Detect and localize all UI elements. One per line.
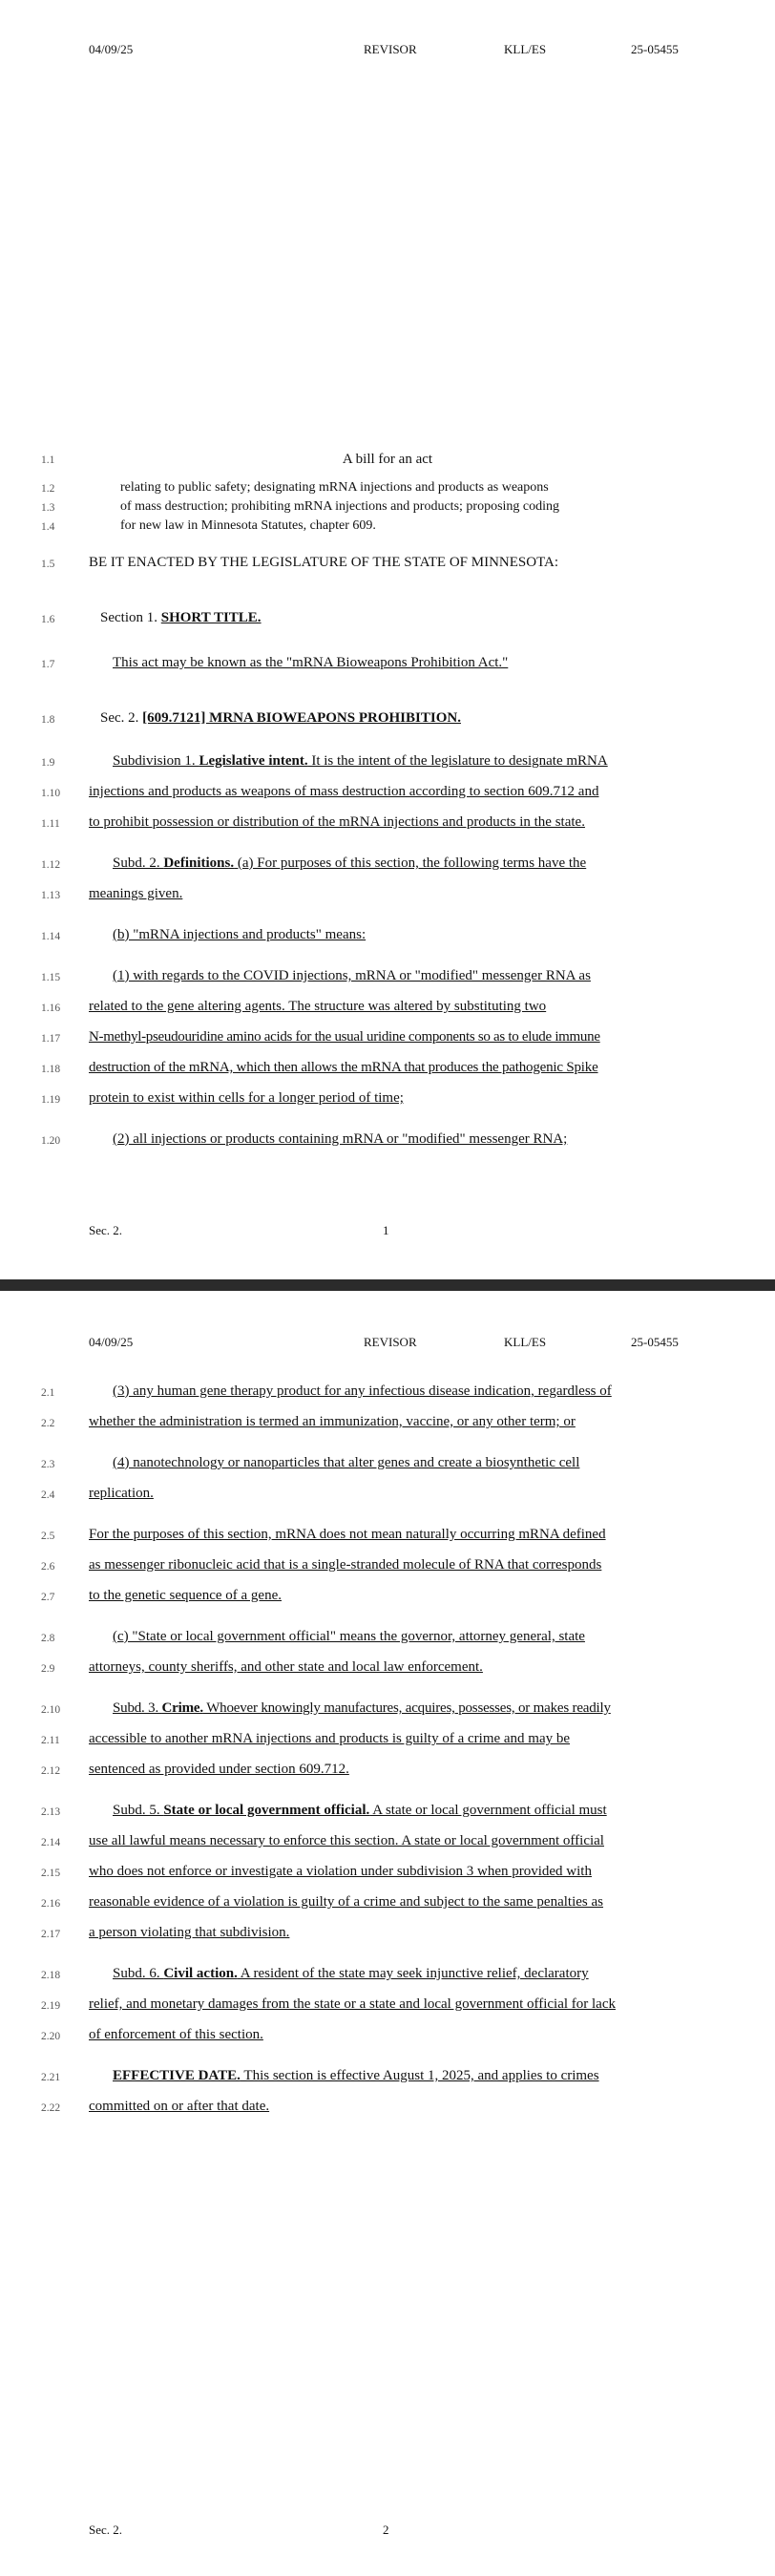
- line-number: 2.18: [41, 1970, 61, 1981]
- subd-text: A resident of the state may seek injunctive relief, declaratory: [237, 1966, 589, 1981]
- line-number: 2.11: [41, 1735, 60, 1746]
- bill-text-line: injections and products as weapons of mass destruction according to section 609.712 and: [89, 784, 599, 799]
- section-title: SHORT TITLE.: [160, 610, 262, 625]
- bill-text-line: [113, 754, 608, 769]
- bill-description-line: relating to public safety; designating mRNA injections and products as weapons: [120, 480, 549, 495]
- header-office: REVISOR: [364, 1335, 417, 1349]
- line-number: 1.20: [41, 1135, 61, 1147]
- line-number: 2.10: [41, 1704, 61, 1716]
- bill-text-line: protein to exist within cells for a longer period of time;: [89, 1090, 404, 1106]
- header-date: 04/09/25: [89, 42, 134, 56]
- bill-text-line: [113, 1804, 607, 1818]
- bill-text-line: (3) any human gene therapy product for any infectious disease indication, regardless of: [113, 1383, 612, 1399]
- line-number: 2.20: [41, 2031, 61, 2042]
- subd-text: A state or local government official must: [369, 1803, 607, 1818]
- bill-text-line: meanings given.: [89, 886, 183, 901]
- page-separator: [0, 1279, 775, 1291]
- section-label: Sec. 2.: [100, 710, 143, 726]
- bill-text-line: N-methyl-pseudouridine amino acids for the usual uridine components so as to elude immune: [89, 1029, 600, 1045]
- header-number: 25-05455: [631, 1335, 679, 1349]
- page-number: 2: [383, 2523, 389, 2537]
- bill-text-line: a person violating that subdivision.: [89, 1925, 290, 1940]
- line-number: 2.16: [41, 1898, 61, 1910]
- bill-description-line: for new law in Minnesota Statutes, chapter 609.: [120, 518, 376, 533]
- subd-text: Whoever knowingly manufactures, acquires, possesses, or makes readily: [202, 1700, 611, 1716]
- line-number: 2.15: [41, 1868, 61, 1879]
- header-office: REVISOR: [364, 42, 417, 56]
- bill-text-line: as messenger ribonucleic acid that is a single-stranded molecule of RNA that corresponds: [89, 1557, 602, 1573]
- line-number: 2.17: [41, 1929, 61, 1940]
- subd-title: Definitions.: [163, 855, 235, 871]
- section-2-heading: [100, 711, 461, 726]
- line-number: 1.12: [41, 859, 61, 871]
- section-title: [609.7121] MRNA BIOWEAPONS PROHIBITION.: [142, 710, 461, 726]
- line-number: 2.5: [41, 1531, 55, 1542]
- bill-text-line: (1) with regards to the COVID injections, mRNA or "modified" messenger RNA as: [113, 968, 591, 983]
- bill-text-line: (b) "mRNA injections and products" means:: [113, 927, 367, 942]
- line-number: 2.21: [41, 2072, 61, 2083]
- subd-label: Subdivision 1.: [113, 753, 199, 769]
- subd-text: It is the intent of the legislature to designate mRNA: [307, 753, 608, 769]
- header-date: 04/09/25: [89, 1335, 134, 1349]
- line-number: 1.4: [41, 521, 55, 533]
- subd-label: Subd. 2.: [113, 855, 164, 871]
- subd-label: Subd. 6.: [113, 1966, 164, 1981]
- bill-description-line: of mass destruction; prohibiting mRNA injections and products; proposing coding: [120, 499, 560, 514]
- line-number: 1.8: [41, 714, 55, 726]
- bill-text-line: of enforcement of this section.: [89, 2027, 263, 2042]
- line-number: 1.7: [41, 659, 55, 670]
- line-number: 2.6: [41, 1561, 55, 1573]
- line-number: 2.7: [41, 1592, 55, 1603]
- bill-text-line: [113, 1967, 589, 1981]
- subd-title: Legislative intent.: [199, 753, 308, 769]
- line-number: 1.14: [41, 931, 61, 942]
- bill-text-line: (2) all injections or products containing mRNA or "modified" messenger RNA;: [113, 1131, 568, 1147]
- footer-section: Sec. 2.: [89, 1223, 123, 1237]
- subd-text: (a) For purposes of this section, the following terms have the: [234, 855, 587, 871]
- bill-text-line: use all lawful means necessary to enforce this section. A state or local government official: [89, 1833, 604, 1848]
- bill-text-line: relief, and monetary damages from the state or a state and local government official for lack: [89, 1996, 616, 2012]
- bill-text-line: sentenced as provided under section 609.712.: [89, 1762, 349, 1777]
- bill-text-line: (c) "State or local government official" means the governor, attorney general, state: [113, 1629, 585, 1644]
- bill-text-line: accessible to another mRNA injections and products is guilty of a crime and may be: [89, 1731, 571, 1746]
- bill-text-line: whether the administration is termed an immunization, vaccine, or any other term; or: [89, 1414, 576, 1429]
- line-number: 2.8: [41, 1633, 55, 1644]
- line-number: 1.10: [41, 788, 61, 799]
- line-number: 1.18: [41, 1064, 61, 1075]
- line-number: 2.22: [41, 2102, 61, 2114]
- bill-text-line: [113, 856, 586, 871]
- header-initials: KLL/ES: [504, 42, 547, 56]
- subd-title: Civil action.: [163, 1966, 238, 1981]
- line-number: 1.6: [41, 614, 55, 625]
- section-1-heading: [100, 611, 262, 625]
- subd-title: Crime.: [161, 1700, 203, 1716]
- section-label: Section 1.: [100, 610, 161, 625]
- line-number: 1.3: [41, 502, 55, 514]
- line-number: 2.14: [41, 1837, 61, 1848]
- bill-text-line: committed on or after that date.: [89, 2099, 270, 2114]
- footer-section: Sec. 2.: [89, 2523, 123, 2537]
- page-number: 1: [383, 1223, 389, 1237]
- bill-text-line: For the purposes of this section, mRNA does not mean naturally occurring mRNA defined: [89, 1527, 606, 1542]
- line-number: 2.12: [41, 1765, 61, 1777]
- line-number: 1.5: [41, 559, 55, 570]
- bill-text-line: destruction of the mRNA, which then allows the mRNA that produces the pathogenic Spike: [89, 1060, 598, 1075]
- enacting-clause: BE IT ENACTED BY THE LEGISLATURE OF THE STATE OF MINNESOTA:: [89, 555, 559, 570]
- line-number: 1.19: [41, 1094, 61, 1106]
- header-number: 25-05455: [631, 42, 679, 56]
- line-number: 1.17: [41, 1033, 61, 1045]
- line-number: 1.15: [41, 972, 61, 983]
- effective-date-line: [113, 2069, 599, 2083]
- subd-label: Subd. 3.: [113, 1700, 162, 1716]
- line-number: 1.16: [41, 1003, 61, 1014]
- line-number: 2.4: [41, 1489, 55, 1501]
- document-page-2: [0, 1291, 775, 2576]
- header-initials: KLL/ES: [504, 1335, 547, 1349]
- bill-text-line: who does not enforce or investigate a violation under subdivision 3 when provided with: [89, 1864, 592, 1879]
- document-page-1: [0, 0, 775, 1279]
- line-number: 2.13: [41, 1806, 61, 1818]
- bill-text-line: attorneys, county sheriffs, and other state and local law enforcement.: [89, 1659, 483, 1675]
- bill-title: A bill for an act: [342, 452, 433, 467]
- effective-date-text: This section is effective August 1, 2025, and applies to crimes: [240, 2068, 599, 2083]
- line-number: 1.13: [41, 890, 61, 901]
- line-number: 1.2: [41, 483, 55, 495]
- bill-text-line: [113, 1701, 611, 1716]
- subd-title: State or local government official.: [163, 1803, 370, 1818]
- bill-text-line: reasonable evidence of a violation is guilty of a crime and subject to the same penalties as: [89, 1894, 603, 1910]
- line-number: 1.1: [41, 454, 55, 466]
- line-number: 2.1: [41, 1387, 55, 1399]
- line-number: 2.9: [41, 1663, 55, 1675]
- line-number: 1.11: [41, 818, 60, 830]
- bill-text-line: to prohibit possession or distribution of the mRNA injections and products in the state.: [89, 814, 585, 830]
- line-number: 2.2: [41, 1418, 55, 1429]
- bill-text-line: replication.: [89, 1486, 154, 1501]
- bill-text-line: to the genetic sequence of a gene.: [89, 1588, 282, 1603]
- line-number: 1.9: [41, 757, 55, 769]
- line-number: 2.19: [41, 2000, 61, 2012]
- bill-text-line: (4) nanotechnology or nanoparticles that alter genes and create a biosynthetic cell: [113, 1455, 580, 1470]
- bill-text-line: This act may be known as the "mRNA Bioweapons Prohibition Act.": [113, 655, 509, 670]
- effective-date-title: EFFECTIVE DATE.: [113, 2068, 241, 2083]
- bill-text-line: related to the gene altering agents. The structure was altered by substituting two: [89, 999, 547, 1014]
- line-number: 2.3: [41, 1459, 55, 1470]
- subd-label: Subd. 5.: [113, 1803, 164, 1818]
